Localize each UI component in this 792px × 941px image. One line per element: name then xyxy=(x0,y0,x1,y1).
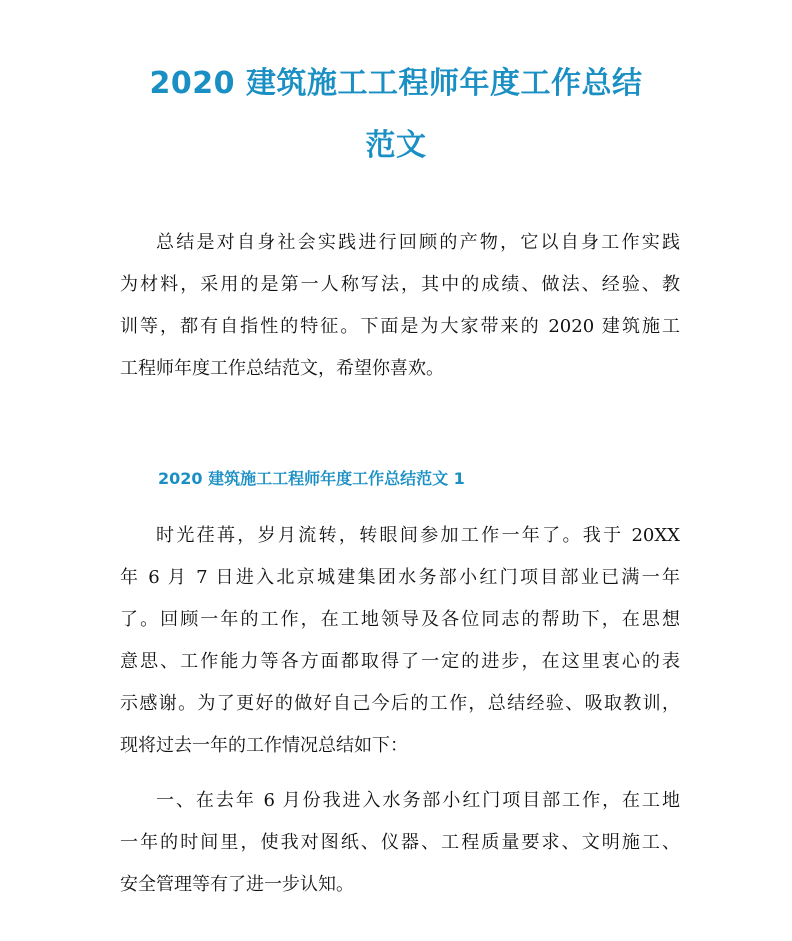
document-title-line-1: 2020 建筑施工工程师年度工作总结 xyxy=(149,66,643,101)
body-line: 时光荏苒，岁月流转，转眼间参加工作一年了。我于 20XX xyxy=(156,525,680,546)
body-line: 年 6 月 7 日进入北京城建集团水务部小红门项目部业已满一年 xyxy=(120,567,680,588)
body-line: 示感谢。为了更好的做好自己今后的工作，总结经验、吸取教训， xyxy=(120,693,680,714)
section-heading: 2020 建筑施工工程师年度工作总结范文 1 xyxy=(158,469,465,488)
intro-line: 为材料，采用的是第一人称写法，其中的成绩、做法、经验、教 xyxy=(120,274,680,295)
document-title-line-2: 范文 xyxy=(365,128,427,163)
body-line: 意思、工作能力等各方面都取得了一定的进步，在这里衷心的表 xyxy=(120,651,680,672)
body-line: 一、在去年 6 月份我进入水务部小红门项目部工作，在工地 xyxy=(156,790,680,811)
body-paragraph-1 xyxy=(120,515,680,767)
intro-paragraph xyxy=(120,222,680,390)
intro-line: 工程师年度工作总结范文，希望你喜欢。 xyxy=(120,358,444,379)
body-paragraph-2 xyxy=(120,780,680,906)
body-line: 安全管理等有了进一步认知。 xyxy=(120,874,354,895)
body-line: 一年的时间里，使我对图纸、仪器、工程质量要求、文明施工、 xyxy=(120,832,680,853)
body-line: 了。回顾一年的工作，在工地领导及各位同志的帮助下，在思想 xyxy=(120,609,680,630)
body-line: 现将过去一年的工作情况总结如下： xyxy=(120,735,408,756)
intro-line: 训等，都有自指性的特征。下面是为大家带来的 2020 建筑施工 xyxy=(120,316,680,337)
intro-line: 总结是对自身社会实践进行回顾的产物，它以自身工作实践 xyxy=(156,232,680,253)
